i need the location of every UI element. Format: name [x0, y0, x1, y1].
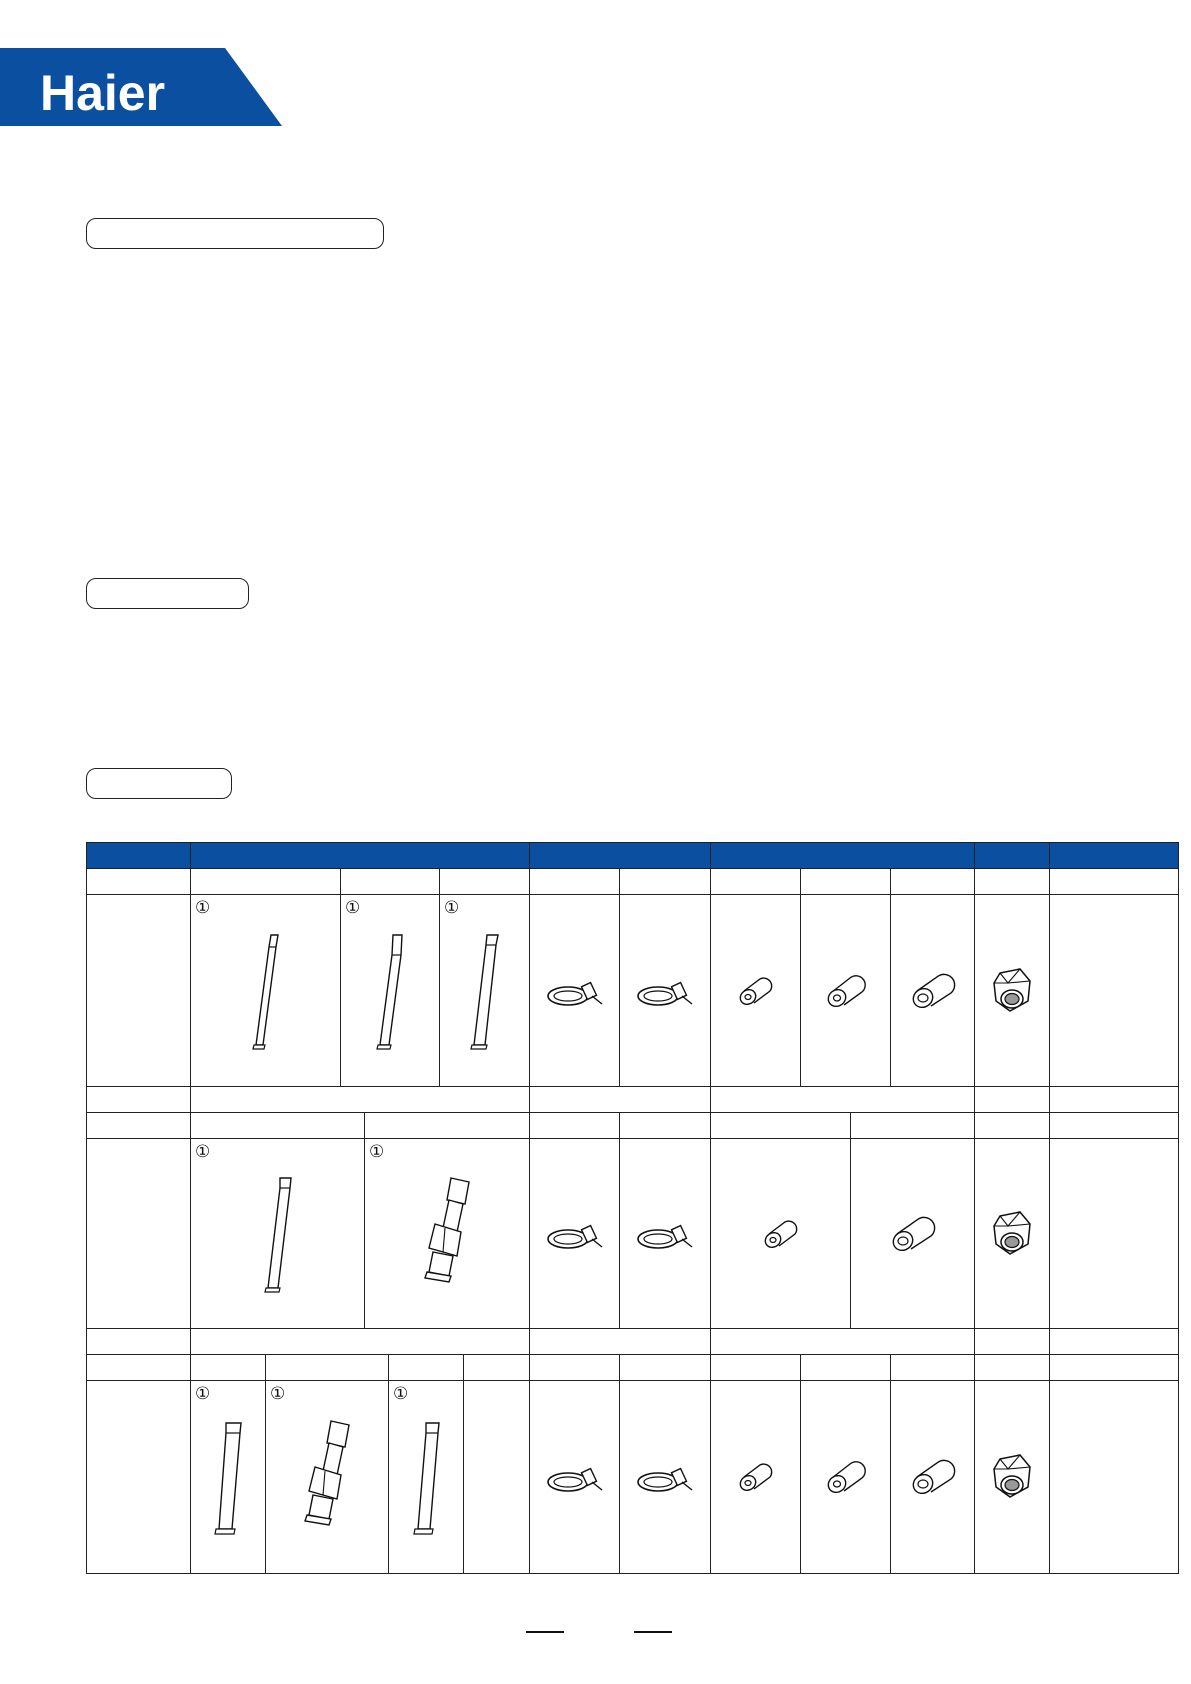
- table-row: [87, 895, 1179, 1087]
- cable-tie-icon: [544, 1460, 606, 1494]
- logo-wordmark: Haier: [40, 65, 166, 121]
- page-number-underline-right: [634, 1631, 672, 1633]
- item-marker: ①: [195, 1142, 211, 1161]
- flare-nut-icon: [990, 1453, 1034, 1501]
- table-row: [87, 869, 1179, 895]
- table-row: [87, 1087, 1179, 1113]
- header-cell-model: [87, 843, 191, 869]
- pipe-joint-icon: [417, 1176, 477, 1292]
- table-row: [87, 1113, 1179, 1139]
- insulation-sleeve-icon: [824, 1458, 868, 1496]
- header-cell-sleeve: [711, 843, 975, 869]
- item-marker: ①: [195, 1384, 211, 1403]
- pipe-icon: [375, 933, 405, 1049]
- cable-tie-icon: [544, 974, 606, 1008]
- item-marker: ①: [369, 1142, 385, 1161]
- pipe-icon: [213, 1419, 243, 1535]
- flare-nut-icon: [990, 1210, 1034, 1258]
- item-marker: ①: [393, 1384, 409, 1403]
- section-heading-3: [86, 768, 232, 799]
- table-header-row: [87, 843, 1179, 869]
- insulation-sleeve-icon: [909, 1457, 957, 1497]
- table-row: [87, 1139, 1179, 1329]
- insulation-sleeve-icon: [761, 1216, 801, 1252]
- insulation-sleeve-icon: [889, 1214, 937, 1254]
- section-heading-2: [86, 578, 249, 609]
- insulation-sleeve-icon: [736, 1459, 776, 1495]
- cable-tie-icon: [634, 1460, 696, 1494]
- page-number-underline-left: [526, 1631, 564, 1633]
- item-marker: ①: [444, 898, 460, 917]
- insulation-sleeve-icon: [909, 971, 957, 1011]
- pipe-icon: [470, 933, 500, 1049]
- table-row: [87, 1329, 1179, 1355]
- section-heading-1: [86, 218, 384, 249]
- haier-logo: [0, 48, 285, 128]
- pipe-icon: [411, 1419, 441, 1535]
- item-marker: ①: [270, 1384, 286, 1403]
- pipe-joint-icon: [297, 1419, 357, 1535]
- pipe-icon: [263, 1176, 293, 1292]
- insulation-sleeve-icon: [736, 973, 776, 1009]
- cable-tie-icon: [634, 1217, 696, 1251]
- item-marker: ①: [195, 898, 211, 917]
- header-cell-remark: [1050, 843, 1179, 869]
- cable-tie-icon: [634, 974, 696, 1008]
- header-cell-pipe: [191, 843, 530, 869]
- pipe-icon: [251, 933, 281, 1049]
- flare-nut-icon: [990, 967, 1034, 1015]
- item-marker: ①: [345, 898, 361, 917]
- cable-tie-icon: [544, 1217, 606, 1251]
- table-row: [87, 1381, 1179, 1574]
- header-cell-nut: [975, 843, 1050, 869]
- accessories-table: [86, 842, 1179, 1574]
- header-cell-tie: [530, 843, 711, 869]
- table-row: [87, 1355, 1179, 1381]
- insulation-sleeve-icon: [824, 972, 868, 1010]
